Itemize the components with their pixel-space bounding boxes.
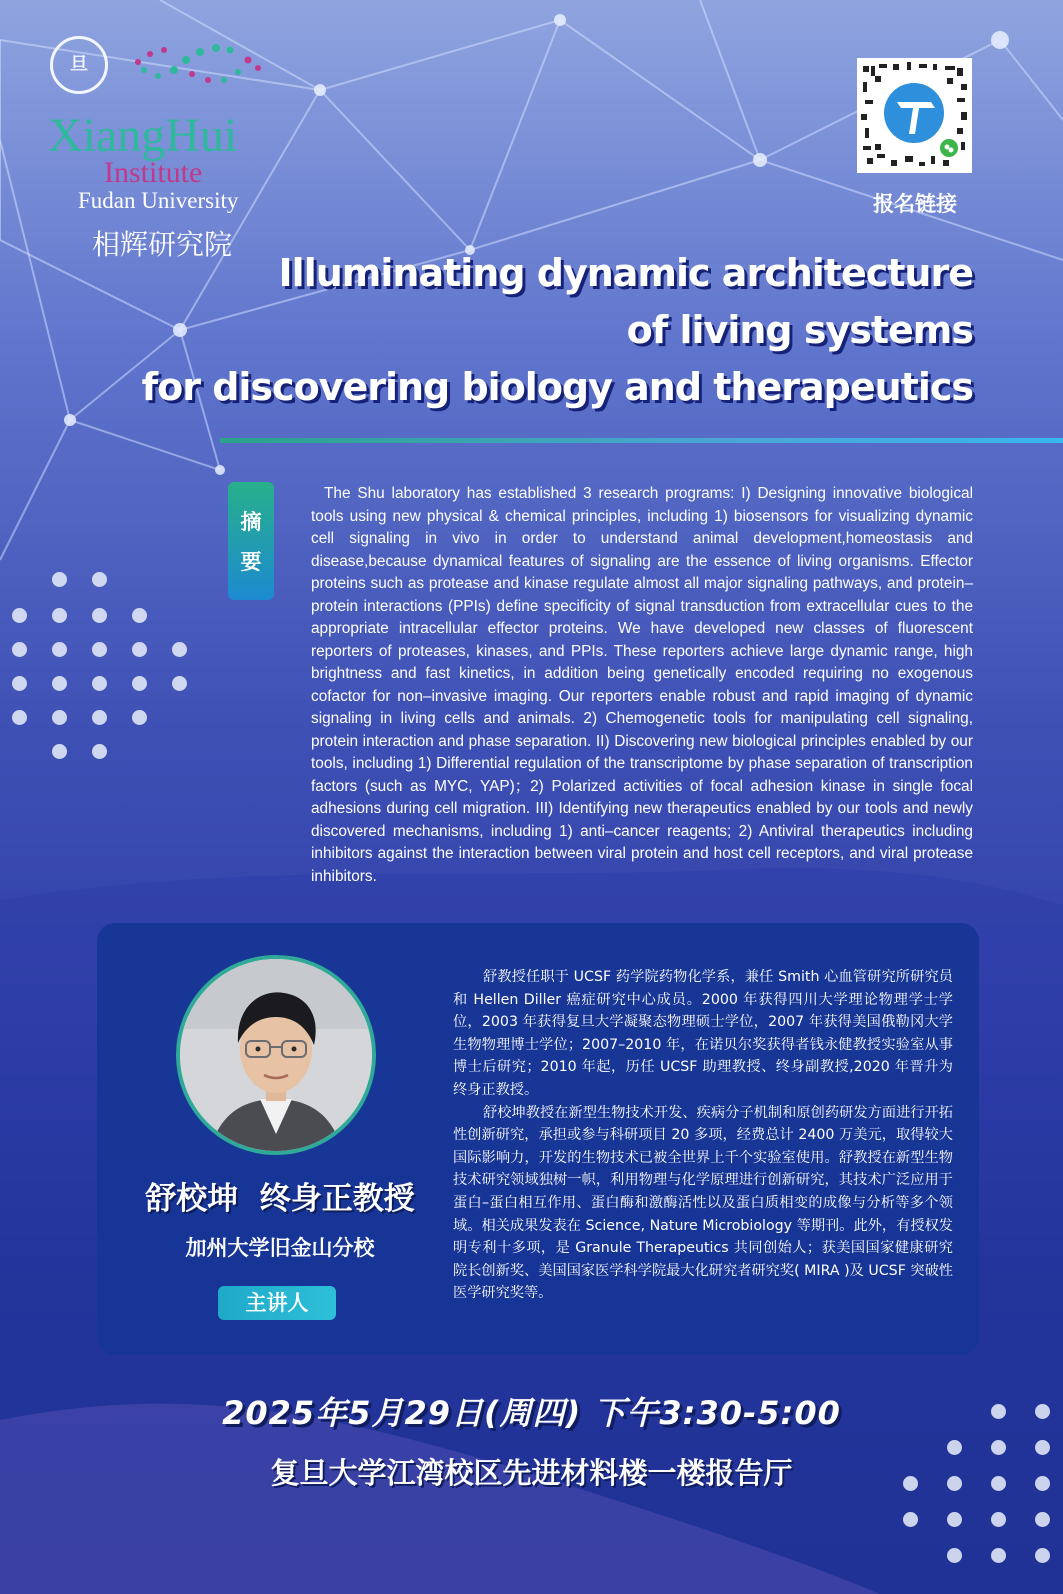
qr-code-icon <box>857 58 972 173</box>
registration-qr-code[interactable] <box>857 58 972 173</box>
abstract-tag <box>228 482 274 600</box>
brand-institute: Institute <box>104 156 203 189</box>
title-divider <box>220 438 1063 443</box>
abstract-text: The Shu laboratory has established 3 research programs: I) Designing innovative biological tools using new physical & chemical principles, including 1) biosensors for visualizing dynamic cell signaling in vivo in order to understand animal development,homeostasis and disease,because dynamical features of signaling are the essence of living organisms. Effector proteins such as protease and kinase regulate almost all major signaling pathways, and protein–protein interactions (PPIs) define specificity of signal transduction from extracellular cues to the appropriate intracellular effector proteins. We have developed new classes of fluorescent reporters of proteases, kinases, and PPIs. These reporters achieve large dynamic range, high brightness and fast kinetics, in addition being genetically encoded requiring no exogenous cofactor for non–invasive imaging. Our reporters enable robust and rapid imaging of dynamic signaling in living cells and animals. 2) Chemogenetic tools for manipulating cell signaling, protein interaction and phase separation. II) Discovering new biological principles enabled by our tools, including 1) Differential regulation of the transcriptome by phase separation of transcription factors (such as MYC, YAP)；2) Polarized activities of focal adhesion kinase in single focal adhesions during cell migration. III) Identifying new therapeutics enabled by our tools and newly discovered mechanisms, including 1) anti–cancer reagents; 2) Antiviral therapeutics including inhibitors against the interaction between viral protein and host cell receptors, and viral protease inhibitors. <box>311 485 973 885</box>
brand-chinese-name: 相辉研究院 <box>92 228 233 261</box>
brand-name: XiangHui <box>48 109 238 162</box>
speaker-bio <box>453 966 953 1305</box>
fudan-seal-icon: 旦 <box>50 36 108 94</box>
brand-university: Fudan University <box>78 188 239 213</box>
registration-link-label: 报名链接 <box>873 192 957 216</box>
talk-title-line-2: of living systems <box>626 308 973 352</box>
speaker-affiliation: 加州大学旧金山分校 <box>185 1236 375 1260</box>
event-venue: 复旦大学江湾校区先进材料楼一楼报告厅 <box>270 1456 793 1490</box>
dna-dots-logo-icon <box>130 40 270 88</box>
speaker-photo <box>176 955 376 1155</box>
talk-title-line-3: for discovering biology and therapeutics <box>141 365 973 409</box>
decorative-dot-grid-left <box>10 572 190 762</box>
abstract-tag-char-1: 摘 <box>240 510 262 534</box>
talk-title <box>142 245 973 416</box>
speaker-role-badge: 主讲人 <box>218 1286 336 1320</box>
speaker-portrait-image <box>180 959 372 1151</box>
speaker-bio-paragraph-2: 舒校坤教授在新型生物技术开发、疾病分子机制和原创药研发方面进行开拓性创新研究，承担或参与科研项目 20 多项，经费总计 2400 万美元，取得较大国际影响力，开发的生物技术已被全世界上千个实验室使用。舒教授在新型生物技术研究领域独树一帜，利用物理与化学原理进行创新研究，其技术广泛应用于蛋白–蛋白相互作用、蛋白酶和激酶活性以及蛋白质相变的成像与分析等多个领域。相关成果发表在 Science, Nature Microbiology 等期刊。此外，有授权发明专利十多项，是 Granule Therapeutics 共同创始人；获美国国家健康研究院长创新奖、美国国家医学科学院最大化研究者研究奖( MIRA )及 UCSF 突破性医学研究奖等。 <box>453 1104 953 1302</box>
talk-title-line-1: Illuminating dynamic architecture <box>278 251 973 295</box>
speaker-bio-paragraph-1: 舒教授任职于 UCSF 药学院药物化学系，兼任 Smith 心血管研究所研究员和 Hellen Diller 癌症研究中心成员。2000 年获得四川大学理论物理学士学位，2003 年获得复旦大学凝聚态物理硕士学位，2007 年获得美国俄勒冈大学生物物理博士学位；2007–2010 年，在诺贝尔奖获得者钱永健教授实验室从事博士后研究；2010 年起，历任 UCSF 助理教授、终身副教授,2020 年晋升为终身正教授。 <box>453 969 953 1098</box>
speaker-name: 舒校坤 终身正教授 <box>145 1181 415 1217</box>
xianghui-institute-logo <box>48 36 288 266</box>
abstract-tag-char-2: 要 <box>240 550 262 574</box>
event-datetime: 2025年5月29日(周四) 下午3:30-5:00 <box>222 1394 841 1432</box>
